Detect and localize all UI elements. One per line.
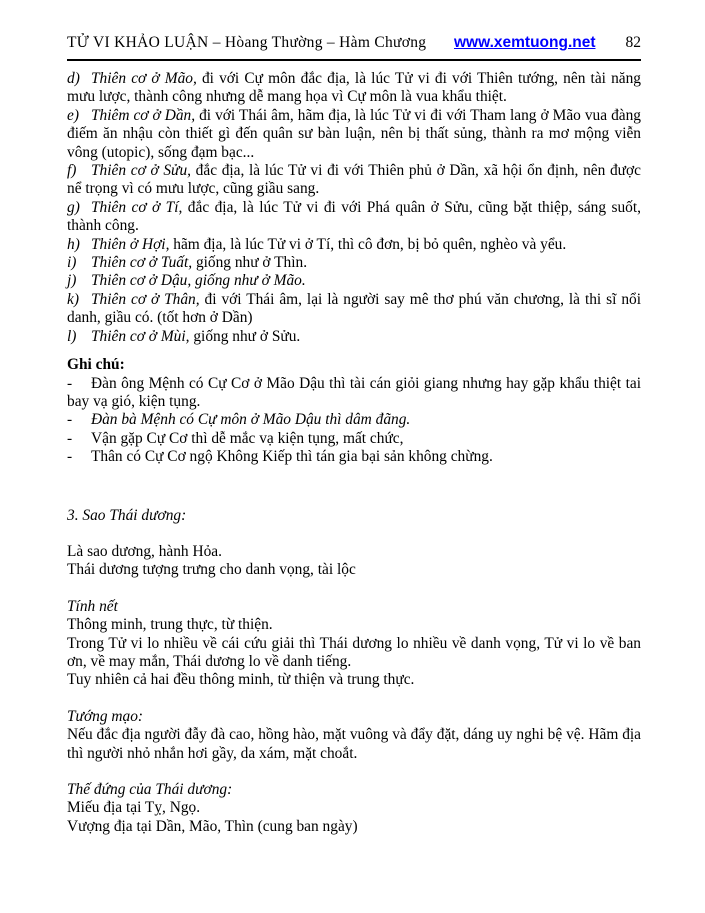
intro-line: Thái dương tượng trưng cho danh vọng, tài lộc <box>67 561 356 579</box>
note-item <box>67 430 641 448</box>
list-item-label: d) <box>67 70 80 87</box>
note-text: Đàn bà Mệnh có Cự môn ở Mão Dậu thì dâm đãng. <box>91 411 411 429</box>
list-item-label: i) <box>67 254 77 272</box>
note-dash: - <box>67 374 73 392</box>
list-item-label: g) <box>67 198 80 216</box>
list-item-text: đắc địa, là lúc Tử vi đi với Phá quân ở Sửu, cũng bặt thiệp, sáng suốt, thành công. <box>67 198 641 235</box>
list-item <box>67 328 641 346</box>
page-header <box>67 34 641 52</box>
site-link[interactable]: www.xemtuong.net <box>453 34 596 51</box>
list-item-lead: Thiên cơ ở Mão, <box>91 70 197 87</box>
subsection-heading: Tính nết <box>67 597 118 615</box>
list-item-text: đi với Thái âm, lại là người say mê thơ phú văn chương, là thi sĩ nổi danh, giầu có. (tốt hơn ở Dần) <box>67 290 641 327</box>
list-item-label: f) <box>67 162 77 180</box>
list-item <box>67 199 641 236</box>
list-item-lead: Thiên cơ ở Tuất, <box>91 254 193 272</box>
subsection-paragraph: Vượng địa tại Dần, Mão, Thìn (cung ban ngày) <box>67 817 358 835</box>
note-text: Vận gặp Cự Cơ thì dễ mắc vạ kiện tụng, mất chức, <box>91 429 404 447</box>
spacer <box>67 489 641 507</box>
note-dash: - <box>67 411 73 429</box>
note-item <box>67 375 641 412</box>
list-item-label: k) <box>67 290 79 308</box>
list-item-lead: Thiên cơ ở Thân, <box>91 290 200 308</box>
page-number: 82 <box>625 34 641 51</box>
spacer <box>67 467 641 489</box>
list-item <box>67 107 641 162</box>
spacer <box>67 690 641 708</box>
note-item <box>67 411 641 429</box>
list-item-text: đắc địa, là lúc Tử vi đi với Thiên phủ ở Dần, xã hội ổn định, nên được nể trọng vì có mưu lược, cũng giầu sang. <box>67 162 641 198</box>
note-dash: - <box>67 448 73 466</box>
page-body <box>67 70 641 836</box>
list-item <box>67 291 641 328</box>
list-item-lead: Thiên cơ ở Tí, <box>91 198 183 216</box>
spacer <box>67 580 641 598</box>
subsection-paragraph: Thông minh, trung thực, từ thiện. <box>67 616 273 634</box>
list-item-lead: Thiêm cơ ở Dần, <box>91 106 196 124</box>
spacer <box>67 763 641 781</box>
subsection-paragraph: Nếu đắc địa người đẫy đà cao, hồng hào, mặt vuông và đẩy đặt, dáng uy nghi bệ vệ. Hãm địa thì người nhỏ nhắn hơi gầy, da xám, mặt choắt. <box>67 726 641 762</box>
spacer <box>67 525 641 543</box>
list-item-label: l) <box>67 327 77 345</box>
list-item <box>67 70 641 107</box>
section-heading: 3. Sao Thái dương: <box>67 506 187 524</box>
list-item-text: đi với Cự môn đắc địa, là lúc Tử vi đi với Thiên tướng, nên tài năng mưu lược, thành công nhưng dễ mang họa vì Cự môn là vua khẩu thiệt. <box>67 70 641 106</box>
subsection-paragraph: Tuy nhiên cả hai đều thông minh, từ thiện và trung thực. <box>67 671 415 689</box>
subsection-paragraph: Trong Tử vi lo nhiều về cái cứu giải thì Thái dương lo nhiều về danh vọng, Tử vi lo về ban ơn, về may mắn, Thái dương lo về danh tiếng. <box>67 634 641 670</box>
list-item-label: j) <box>67 272 77 290</box>
list-item-lead: Thiên cơ ở Mùi, <box>91 327 190 345</box>
list-item-label: h) <box>67 235 80 253</box>
header-title: TỬ VI KHẢO LUẬN – Hòang Thường – Hàm Chương <box>67 34 427 51</box>
list-item-lead: Thiên cơ ở Sửu, <box>91 162 191 180</box>
list-item-text: giống như ở Sửu. <box>189 327 301 345</box>
list-item-text: giống như ở Thìn. <box>192 254 308 272</box>
header-rule <box>67 59 641 61</box>
list-item-lead: Thiên ở Hợi, <box>91 235 170 253</box>
list-item <box>67 162 641 199</box>
list-item-text: hãm địa, là lúc Tử vi ở Tí, thì cô đơn, bị bỏ quên, nghèo và yểu. <box>169 235 567 253</box>
list-item-lead: Thiên cơ ở Dậu, giống như ở Mão. <box>91 272 306 290</box>
subsection-heading: Thế đứng của Thái dương: <box>67 781 233 798</box>
note-text: Thân có Cự Cơ ngộ Không Kiếp thì tán gia bại sản không chừng. <box>91 448 493 466</box>
list-item-label: e) <box>67 106 79 124</box>
list-item <box>67 236 641 254</box>
list-item <box>67 272 641 290</box>
notes-heading: Ghi chú: <box>67 356 125 374</box>
note-item <box>67 448 641 466</box>
intro-line: Là sao dương, hành Hỏa. <box>67 542 222 560</box>
note-text: Đàn ông Mệnh có Cự Cơ ở Mão Dậu thì tài cán giỏi giang nhưng hay gặp khẩu thiệt tai bay vạ gió, kiện tụng. <box>67 374 641 410</box>
spacer <box>67 346 641 356</box>
list-item <box>67 254 641 272</box>
subsection-paragraph: Miếu địa tại Tỵ, Ngọ. <box>67 799 201 817</box>
list-item-text: đi với Thái âm, hãm địa, là lúc Tử vi đi với Tham lang ở Mão vua đàng điếm ăn nhậu còn thiết gì đến quân sư bàn luận, nên bị thất sủng, thành ra mơ mộng viễn vông (utopic), sống đạm bạc... <box>67 106 641 161</box>
subsection-heading: Tướng mạo: <box>67 707 144 725</box>
note-dash: - <box>67 429 73 447</box>
